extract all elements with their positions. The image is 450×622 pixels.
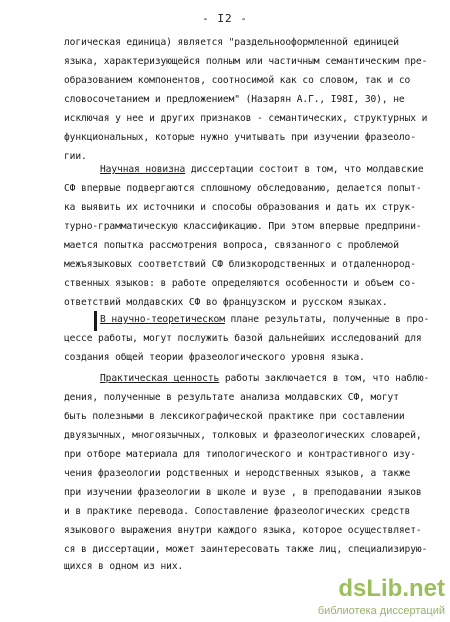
paragraph-line: межъязыковых соответствий СФ близкородственных и отдаленнород- [64,259,416,270]
paragraph-line: турно-грамматическую классификацию. При этом впервые предприни- [64,221,422,232]
paragraph-line: функциональных, которые нужно учитывать при изучении фразеоло- [64,132,416,143]
heading-theoretical: В научно-теоретическом [100,314,225,325]
paragraph-first-line: Научная новизна диссертации состоит в том, что молдавские [100,164,424,175]
page-number: - I2 - [202,12,248,25]
paragraph-line: мается попытка рассмотрения вопроса, связанного с проблемой [64,240,399,251]
paragraph-line: ся в диссертации, может заинтересовать также лиц, специализирую- [64,544,428,555]
paragraph-line: ответствий молдавских СФ во французском и русском языках. [64,297,388,308]
paragraph-line: цессе работы, могут послужить базой дальнейших исследований для [64,333,422,344]
paragraph-line: двуязычных, многоязычных, толковых и фразеологических словарей, [64,430,422,441]
paragraph-line: исключая у нее и других признаков - семантических, структурных и [64,113,428,124]
heading-practical-value: Практическая ценность [100,373,220,384]
paragraph-line: гии. [64,151,87,162]
paragraph-first-line: В научно-теоретическом плане результаты, полученные в про- [100,314,430,325]
watermark-subtitle: библиотека диссертаций [317,605,445,617]
watermark [255,575,445,621]
paragraph-line: и в практике перевода. Сопоставление фразеологических средств [64,506,411,517]
paragraph-line: чения фразеологии родственных и неродственных языков, а также [64,468,411,479]
paragraph-line: словосочетанием и предложением" (Назарян А.Г., I98I, 30), не [64,94,405,105]
margin-mark [94,311,97,331]
paragraph-line: ка выявить их источники и способы образования и дать их струк- [64,202,416,213]
paragraph-line: при отборе материала для типологического и контрастивного изу- [64,449,416,460]
paragraph-line: образованием компонентов, соотносимой как со словом, так и со [64,75,411,86]
paragraph-line: ственных языков: в работе определяются особенности и объем со- [64,278,416,289]
paragraph-line: щихся в одном из них. [64,561,184,572]
paragraph-line: логическая единица) является "раздельнооформленной единицей [64,37,399,48]
paragraph-line: быть полезными в лексикографической практике при составлении [64,411,405,422]
paragraph-line: дения, полученные в результате анализа молдавских СФ, могут [64,392,399,403]
paragraph-line: создания общей теории фразеологического уровня языка. [64,352,365,363]
paragraph-line: языкового выражения внутри каждого языка, которое осуществляет- [64,525,422,536]
paragraph-first-line: Практическая ценность работы заключается в том, что наблю- [100,373,430,384]
watermark-logo: dsLib.net [338,575,445,602]
heading-scientific-novelty: Научная новизна [100,164,186,175]
paragraph-line: СФ впервые подвергаются сплошному обследованию, делается попыт- [64,183,422,194]
paragraph-line: языка, характеризующейся полным или частичным семантическим пре- [64,56,428,67]
paragraph-line: при изучении фразеологии в школе и вузе , в преподавании языков [64,487,422,498]
